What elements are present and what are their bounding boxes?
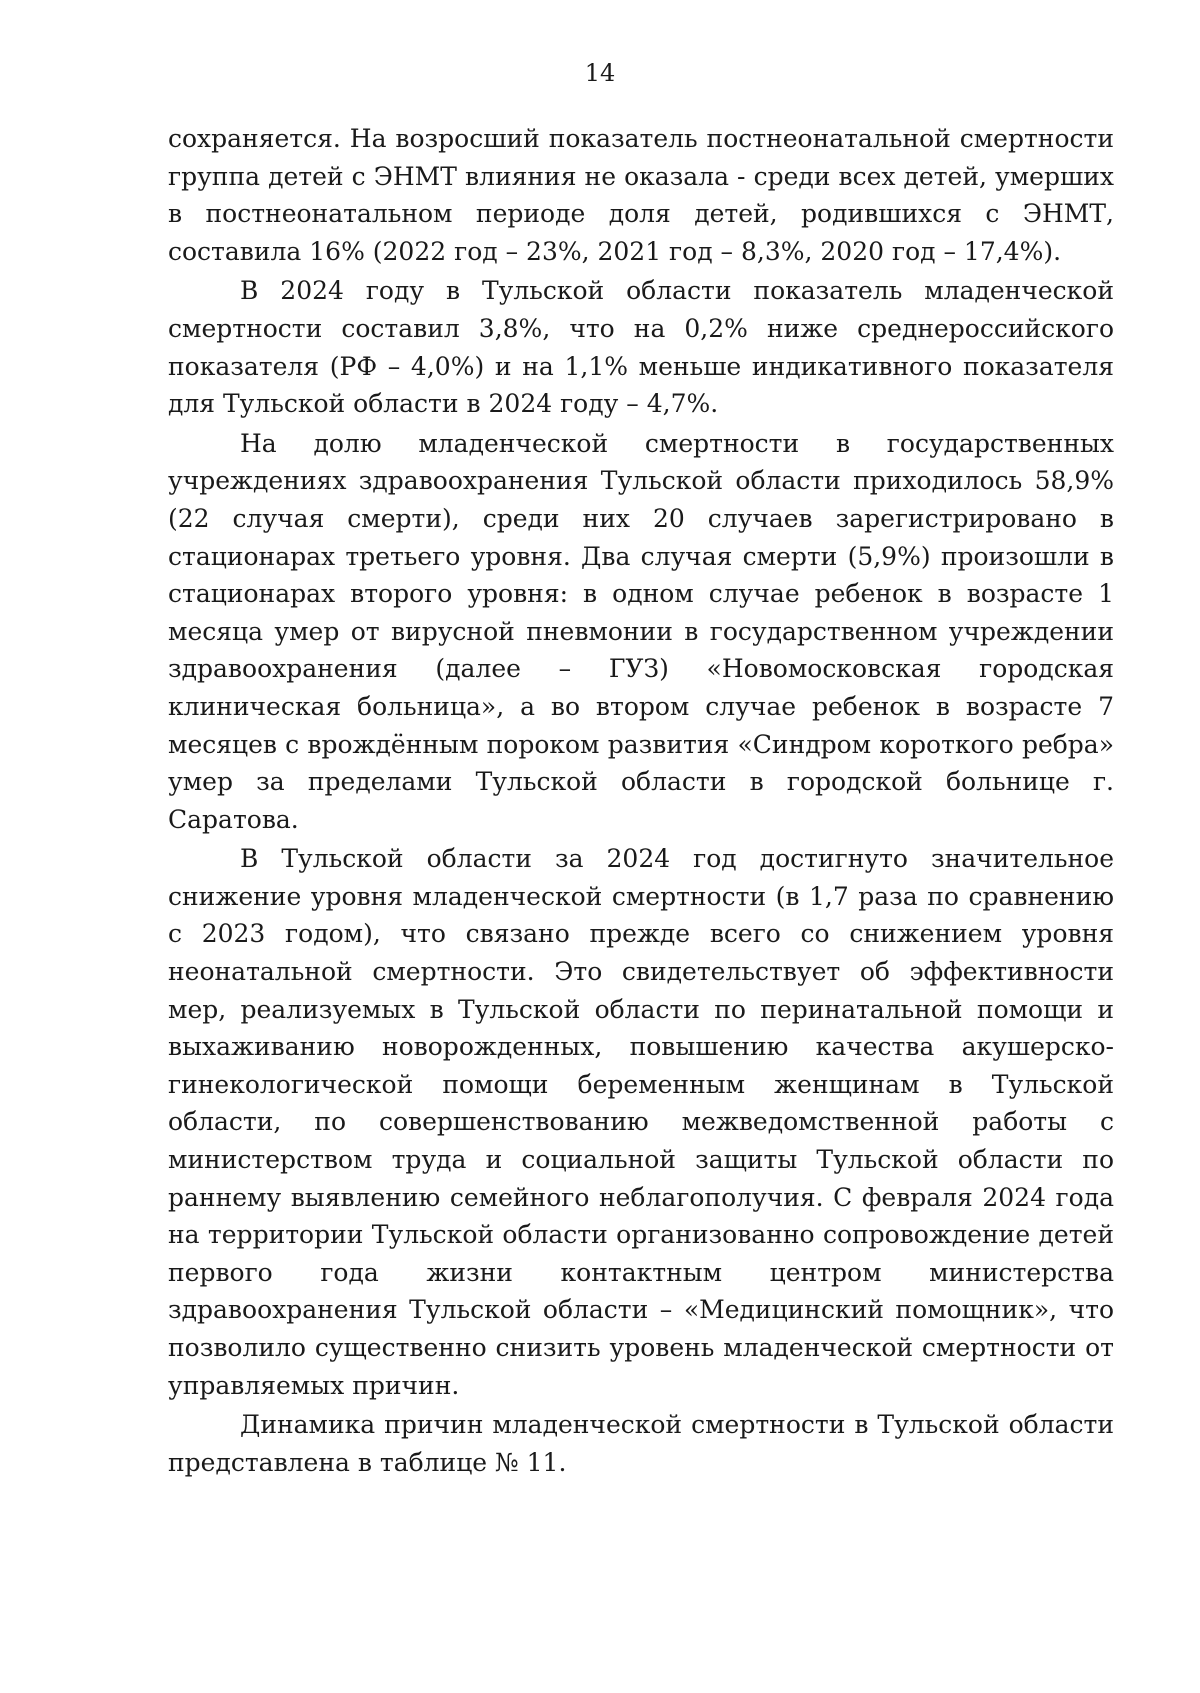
paragraph-table-reference: Динамика причин младенческой смертности в Тульской области представлена в таблице № 11. (168, 1410, 1114, 1477)
page-number: 14 (584, 59, 616, 87)
paragraph-continuation: сохраняется. На возросший показатель постнеонатальной смертности группа детей с ЭНМТ влияния не оказала - среди всех детей, умерших в постнеонатальном периоде доля детей, родившихся с ЭНМТ, составила 16% (2022 год – 23%, 2021 год – 8,3%, 2020 год – 17,4%). (168, 124, 1114, 266)
paragraph-state-institutions: На долю младенческой смертности в государственных учреждениях здравоохранения Тульской области приходилось 58,9% (22 случая смерти), среди них 20 случаев зарегистрировано в стационарах третьего уровня. Два случая смерти (5,9%) произошли в стационарах второго уровня: в одном случае ребенок в возрасте 1 месяца умер от вирусной пневмонии в государственном учреждении здравоохранения (далее – ГУЗ) «Новомосковская городская клиническая больница», а во втором случае ребенок в возрасте 7 месяцев с врождённым пороком развития «Синдром короткого ребра» умер за пределами Тульской области в городской больнице г. Саратова. (168, 428, 1114, 834)
document-body (168, 120, 1114, 1481)
paragraph-mortality-reduction: В Тульской области за 2024 год достигнуто значительное снижение уровня младенческой смертности (в 1,7 раза по сравнению с 2023 годом), что связано прежде всего со снижением уровня неонатальной смертности. Это свидетельствует об эффективности мер, реализуемых в Тульской области по перинатальной помощи и выхаживанию новорожденных, повышению качества акушерско-гинекологической помощи беременным женщинам в Тульской области, по совершенствованию межведомственной работы с министерством труда и социальной защиты Тульской области по раннему выявлению семейного неблагополучия. С февраля 2024 года на территории Тульской области организованно сопровождение детей первого года жизни контактным центром министерства здравоохранения Тульской области – «Медицинский помощник», что позволило существенно снизить уровень младенческой смертности от управляемых причин. (168, 844, 1114, 1400)
paragraph-infant-mortality-rate: В 2024 году в Тульской области показатель младенческой смертности составил 3,8%, что на 0,2% ниже среднероссийского показателя (РФ – 4,0%) и на 1,1% меньше индикативного показателя для Тульской области в 2024 году – 4,7%. (168, 276, 1114, 419)
